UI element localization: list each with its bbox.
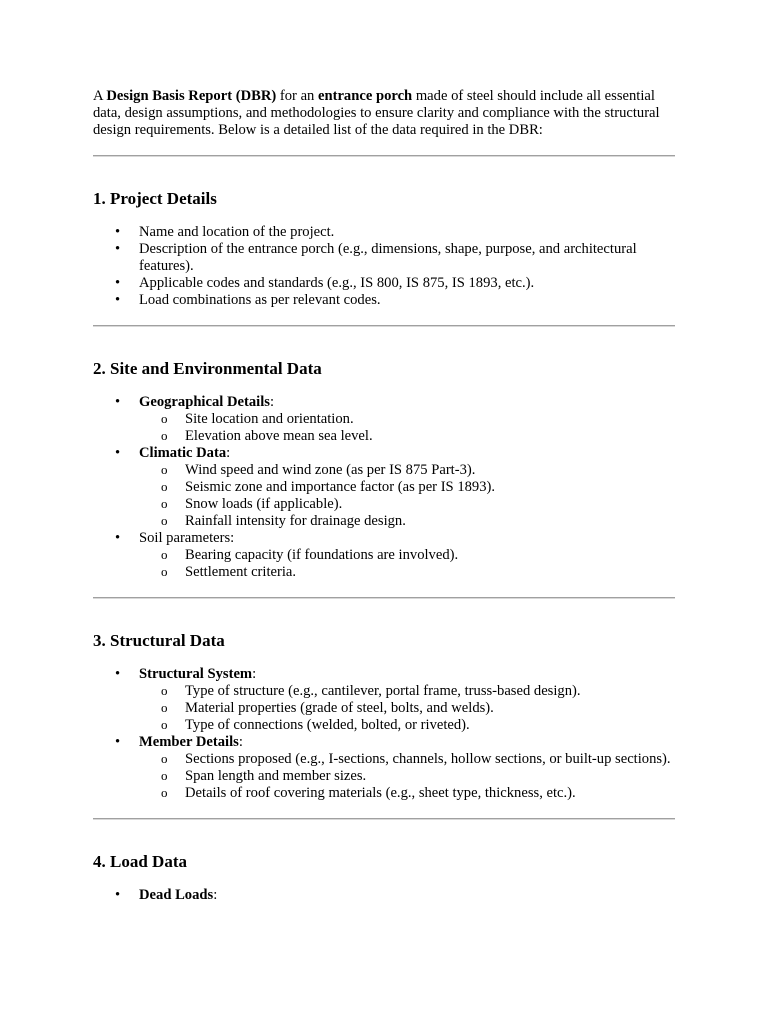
group-label: Dead Loads	[139, 887, 214, 903]
sub-bullet-icon: o	[161, 700, 168, 715]
list-item-text: Name and location of the project.	[139, 224, 335, 240]
list-item	[93, 445, 675, 530]
bullet-icon: •	[115, 292, 121, 308]
intro-bold-dbr: Design Basis Report (DBR)	[106, 88, 277, 104]
sub-list-item-text: Snow loads (if applicable).	[185, 496, 343, 512]
section-heading-structural-data: 3. Structural Data	[93, 631, 225, 650]
sub-bullet-icon: o	[161, 717, 168, 732]
sub-list-item	[139, 700, 675, 717]
sub-list-item	[139, 564, 675, 581]
document-page	[93, 88, 675, 904]
sub-list-item-text: Span length and member sizes.	[185, 768, 367, 784]
list-item	[93, 275, 675, 292]
bullet-icon: •	[115, 224, 121, 240]
sub-bullet-icon: o	[161, 547, 168, 562]
list-item	[93, 530, 675, 581]
sub-list	[139, 683, 675, 734]
list-item	[93, 241, 675, 275]
bullet-icon: •	[115, 275, 121, 291]
sub-list-item	[139, 768, 675, 785]
list-item	[93, 666, 675, 734]
sub-list-item-text: Details of roof covering materials (e.g., sheet type, thickness, etc.).	[185, 785, 576, 801]
sub-list-item-text: Wind speed and wind zone (as per IS 875 Part-3).	[185, 462, 476, 478]
group-label: Climatic Data	[139, 445, 227, 461]
group-label-suffix: :	[238, 734, 243, 750]
divider	[93, 325, 675, 327]
sub-list	[139, 462, 675, 530]
list-item	[93, 887, 675, 904]
section-heading-site-environmental: 2. Site and Environmental Data	[93, 359, 322, 378]
sub-list-item-text: Settlement criteria.	[185, 564, 297, 580]
sub-list-item	[139, 717, 675, 734]
intro-bold-porch: entrance porch	[318, 88, 413, 104]
bullet-icon: •	[115, 734, 121, 750]
sub-list-item	[139, 479, 675, 496]
sub-bullet-icon: o	[161, 683, 168, 698]
sub-bullet-icon: o	[161, 479, 168, 494]
site-environmental-list	[93, 394, 675, 581]
group-label: Geographical Details	[139, 394, 270, 410]
list-item-text: Applicable codes and standards (e.g., IS 800, IS 875, IS 1893, etc.).	[139, 275, 535, 291]
sub-bullet-icon: o	[161, 751, 168, 766]
sub-bullet-icon: o	[161, 428, 168, 443]
sub-list	[139, 547, 675, 581]
bullet-icon: •	[115, 887, 121, 903]
sub-list-item	[139, 462, 675, 479]
bullet-icon: •	[115, 394, 121, 410]
sub-list-item-text: Elevation above mean sea level.	[185, 428, 373, 444]
bullet-icon: •	[115, 530, 121, 546]
group-label-suffix: :	[269, 394, 274, 410]
group-label: Member Details	[139, 734, 239, 750]
intro-text-3: made of steel should include all essential data, design assumptions, and methodologies to ensure clarity and compliance with the structural design requirements. Below is a detailed list of the data required in the DBR:	[93, 88, 660, 138]
divider	[93, 155, 675, 157]
sub-list-item	[139, 547, 675, 564]
list-item	[93, 394, 675, 445]
sub-bullet-icon: o	[161, 564, 168, 579]
sub-list-item	[139, 513, 675, 530]
bullet-icon: •	[115, 666, 121, 682]
group-label-suffix: :	[226, 445, 231, 461]
sub-bullet-icon: o	[161, 768, 168, 783]
bullet-icon: •	[115, 445, 121, 461]
sub-list	[139, 411, 675, 445]
sub-list-item	[139, 751, 675, 768]
project-details-list	[93, 224, 675, 309]
structural-data-list	[93, 666, 675, 802]
sub-list-item-text: Type of structure (e.g., cantilever, portal frame, truss-based design).	[185, 683, 581, 699]
divider	[93, 818, 675, 820]
intro-paragraph	[93, 88, 675, 139]
load-data-list	[93, 887, 675, 904]
sub-bullet-icon: o	[161, 462, 168, 477]
sub-bullet-icon: o	[161, 785, 168, 800]
sub-list-item-text: Rainfall intensity for drainage design.	[185, 513, 406, 529]
section-heading-project-details: 1. Project Details	[93, 189, 217, 208]
bullet-icon: •	[115, 241, 121, 257]
sub-list-item-text: Bearing capacity (if foundations are involved).	[185, 547, 459, 563]
sub-list-item-text: Type of connections (welded, bolted, or riveted).	[185, 717, 470, 733]
list-item-text: Load combinations as per relevant codes.	[139, 292, 381, 308]
intro-text-1: A	[93, 88, 107, 104]
sub-list-item	[139, 785, 675, 802]
sub-bullet-icon: o	[161, 496, 168, 511]
sub-bullet-icon: o	[161, 513, 168, 528]
sub-list	[139, 751, 675, 802]
divider	[93, 597, 675, 599]
sub-list-item-text: Sections proposed (e.g., I-sections, channels, hollow sections, or built-up sections).	[185, 751, 671, 767]
group-label-suffix: :	[252, 666, 257, 682]
section-heading-load-data: 4. Load Data	[93, 852, 187, 871]
group-label-suffix: :	[213, 887, 218, 903]
list-item	[93, 292, 675, 309]
intro-text-2: for an	[276, 88, 318, 104]
sub-list-item	[139, 496, 675, 513]
sub-bullet-icon: o	[161, 411, 168, 426]
list-item-text: Description of the entrance porch (e.g., dimensions, shape, purpose, and architectural features).	[139, 241, 637, 274]
group-label: Structural System	[139, 666, 253, 682]
sub-list-item	[139, 411, 675, 428]
sub-list-item	[139, 683, 675, 700]
sub-list-item	[139, 428, 675, 445]
sub-list-item-text: Site location and orientation.	[185, 411, 354, 427]
list-item	[93, 224, 675, 241]
sub-list-item-text: Material properties (grade of steel, bolts, and welds).	[185, 700, 494, 716]
list-item	[93, 734, 675, 802]
sub-list-item-text: Seismic zone and importance factor (as per IS 1893).	[185, 479, 496, 495]
group-label: Soil parameters:	[139, 530, 235, 546]
